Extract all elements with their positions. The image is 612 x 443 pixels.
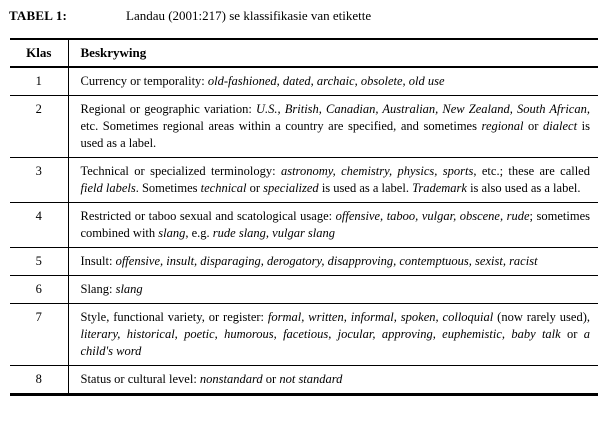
description-text: Insult: xyxy=(80,254,116,268)
label-term-italic: offensive, taboo, vulgar, obscene, rude xyxy=(335,209,530,223)
description-text: (now rarely used), xyxy=(493,310,590,324)
beskrywing-cell xyxy=(68,67,598,96)
label-term-italic: Trademark xyxy=(412,181,467,195)
description-text: , e.g. xyxy=(185,226,213,240)
table-row xyxy=(10,366,598,395)
description-text: is used as a label. xyxy=(80,119,590,150)
klas-cell: 8 xyxy=(10,366,68,395)
label-term-italic: rude slang, vulgar slang xyxy=(212,226,336,240)
classification-table xyxy=(10,38,598,396)
description-text: Style, functional variety, or register: xyxy=(80,310,268,324)
label-term-italic: not standard xyxy=(279,372,343,386)
klas-cell: 5 xyxy=(10,248,68,276)
label-term-italic: slang xyxy=(115,282,143,296)
beskrywing-cell xyxy=(68,276,598,304)
beskrywing-cell xyxy=(68,158,598,203)
beskrywing-cell xyxy=(68,203,598,248)
table-row xyxy=(10,304,598,366)
label-term-italic: technical xyxy=(200,181,247,195)
label-term-italic: a child's word xyxy=(80,327,591,358)
description-text: or xyxy=(246,181,264,195)
table-row xyxy=(10,276,598,304)
klas-cell: 6 xyxy=(10,276,68,304)
label-term-italic: formal, written, informal, spoken, colloquial xyxy=(267,310,494,324)
table-row xyxy=(10,96,598,158)
label-term-italic: nonstandard xyxy=(199,372,263,386)
beskrywing-cell xyxy=(68,304,598,366)
label-term-italic: specialized xyxy=(263,181,319,195)
beskrywing-cell xyxy=(68,366,598,395)
description-text: or xyxy=(262,372,280,386)
description-text: or xyxy=(523,119,544,133)
label-term-italic: dialect xyxy=(543,119,578,133)
description-text: , etc.; these are called xyxy=(473,164,590,178)
table-body xyxy=(10,67,598,395)
label-term-italic: regional xyxy=(481,119,524,133)
beskrywing-cell xyxy=(68,248,598,276)
table-row xyxy=(10,203,598,248)
label-term-italic: U.S., British, Canadian, Australian, New Zealand, South African, xyxy=(255,102,590,116)
table-caption-label: TABEL 1: xyxy=(9,8,68,23)
description-text: Technical or specialized terminology: xyxy=(80,164,281,178)
description-text: ; sometimes combined with xyxy=(80,209,590,240)
column-header-beskrywing: Beskrywing xyxy=(68,39,598,67)
table-caption xyxy=(0,0,612,24)
label-term-italic: slang xyxy=(158,226,186,240)
label-term-italic: field labels xyxy=(80,181,136,195)
klas-cell: 2 xyxy=(10,96,68,158)
description-text: etc. Sometimes regional areas within a country are specified, and sometimes xyxy=(80,119,482,133)
description-text: is also used as a label. xyxy=(466,181,581,195)
table-row xyxy=(10,67,598,96)
klas-cell: 4 xyxy=(10,203,68,248)
column-header-klas: Klas xyxy=(10,39,68,67)
description-text: Slang: xyxy=(80,282,116,296)
table-row xyxy=(10,158,598,203)
table-header xyxy=(10,39,598,67)
description-text: Status or cultural level: xyxy=(80,372,200,386)
table-caption-text: Landau (2001:217) se klassifikasie van etikette xyxy=(126,8,372,23)
description-text: or xyxy=(560,327,584,341)
label-term-italic: offensive, insult, disparaging, derogatory, disapproving, contemptuous, sexist, racist xyxy=(115,254,538,268)
description-text: . Sometimes xyxy=(135,181,201,195)
description-text: is used as a label. xyxy=(318,181,413,195)
beskrywing-cell xyxy=(68,96,598,158)
label-term-italic: astronomy, chemistry, physics, sports xyxy=(280,164,474,178)
label-term-italic: old-fashioned, dated, archaic, obsolete, old use xyxy=(207,74,445,88)
klas-cell: 3 xyxy=(10,158,68,203)
description-text: Restricted or taboo sexual and scatological usage: xyxy=(80,209,336,223)
description-text: Regional or geographic variation: xyxy=(80,102,256,116)
table-row xyxy=(10,248,598,276)
label-term-italic: literary, historical, poetic, humorous, facetious, jocular, approving, euphemistic, baby talk xyxy=(80,327,561,341)
klas-cell: 7 xyxy=(10,304,68,366)
klas-cell: 1 xyxy=(10,67,68,96)
description-text: Currency or temporality: xyxy=(80,74,208,88)
table-header-row xyxy=(10,39,598,67)
